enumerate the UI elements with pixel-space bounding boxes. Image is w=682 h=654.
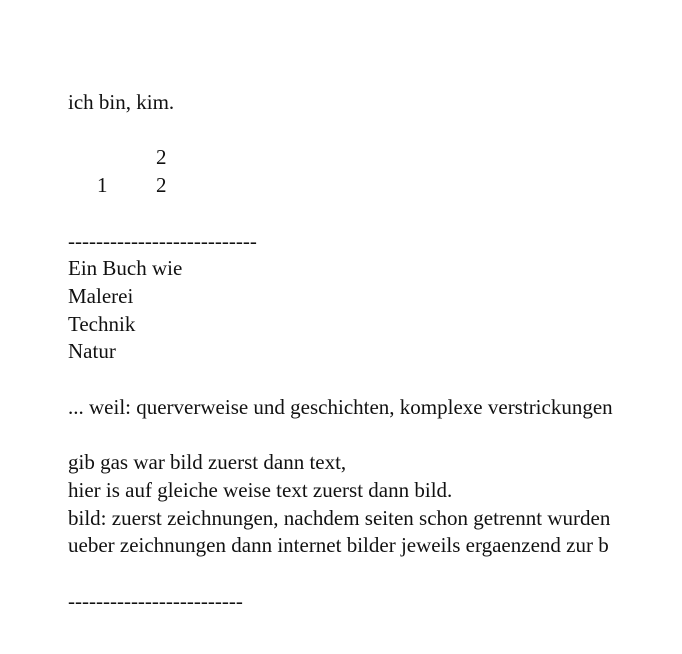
divider-line: ------------------------- xyxy=(68,589,243,613)
table-cell-r1c2: 2 xyxy=(156,145,167,169)
section1-line: Ein Buch wie xyxy=(68,256,183,280)
table-cell-r2c1: 1 xyxy=(97,173,108,197)
section2-line: bild: zuerst zeichnungen, nachdem seiten schon getrennt wurden xyxy=(68,506,611,530)
section1-line: Technik xyxy=(68,312,136,336)
intro-line: ich bin, kim. xyxy=(68,90,175,114)
section2-line: gib gas war bild zuerst dann text, xyxy=(68,450,347,474)
section1-line: Malerei xyxy=(68,284,134,308)
section1-line: Natur xyxy=(68,339,116,363)
section2-line: ueber zeichnungen dann internet bilder jeweils ergaenzend zur b xyxy=(68,533,609,557)
reason-line: ... weil: querverweise und geschichten, komplexe verstrickungen xyxy=(68,395,613,419)
section2-line: hier is auf gleiche weise text zuerst dann bild. xyxy=(68,478,453,502)
table-cell-r2c2: 2 xyxy=(156,173,167,197)
divider-line: --------------------------- xyxy=(68,229,257,253)
